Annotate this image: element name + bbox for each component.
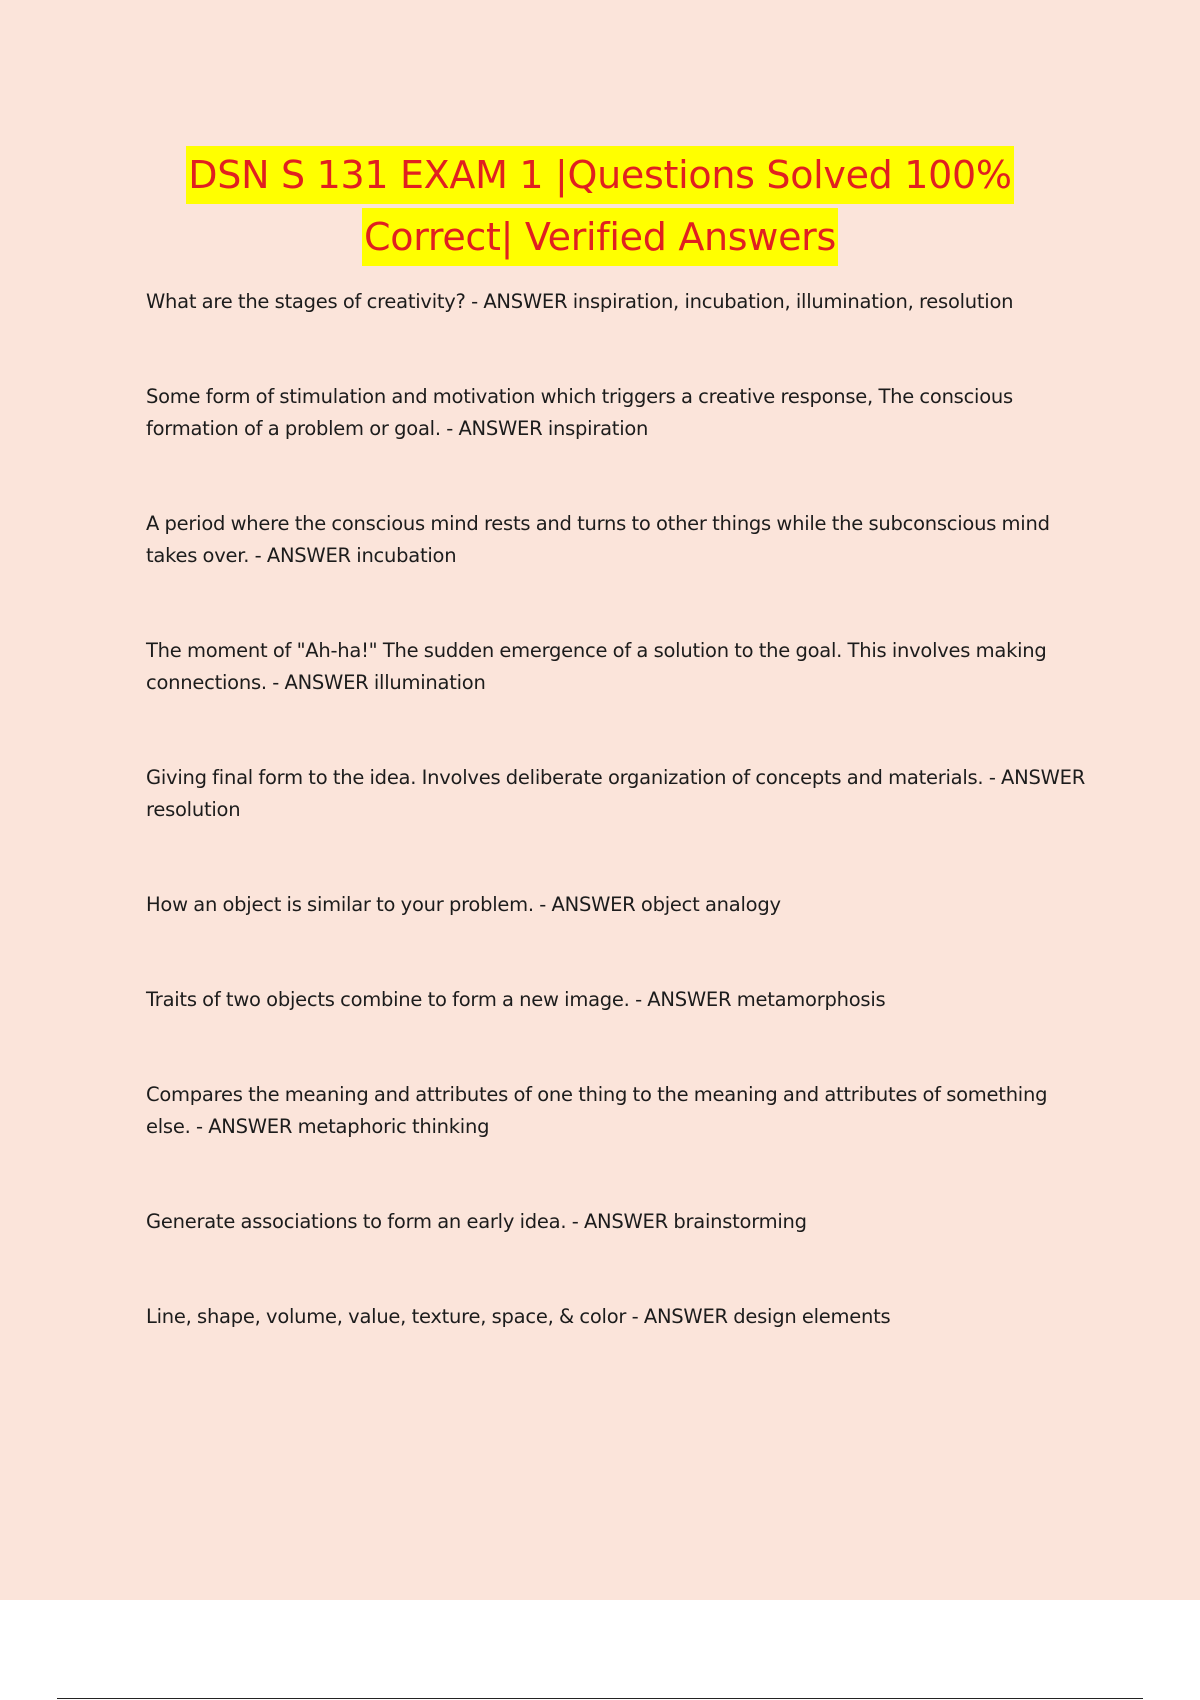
qa-item: The moment of "Ah-ha!" The sudden emergence of a solution to the goal. This involves making connections. - ANSWER illumination bbox=[146, 639, 1047, 694]
qa-item: What are the stages of creativity? - ANSWER inspiration, incubation, illumination, resolution bbox=[146, 290, 1014, 313]
qa-item: Giving final form to the idea. Involves deliberate organization of concepts and materials. - ANSWER resolution bbox=[146, 766, 1086, 821]
qa-list bbox=[146, 286, 1086, 1396]
qa-item: Line, shape, volume, value, texture, space, & color - ANSWER design elements bbox=[146, 1305, 891, 1328]
footer-divider bbox=[57, 1698, 1143, 1699]
qa-item: Traits of two objects combine to form a new image. - ANSWER metamorphosis bbox=[146, 988, 886, 1011]
qa-item: How an object is similar to your problem. - ANSWER object analogy bbox=[146, 893, 781, 916]
qa-item: Generate associations to form an early idea. - ANSWER brainstorming bbox=[146, 1210, 807, 1233]
qa-item: A period where the conscious mind rests and turns to other things while the subconscious mind takes over. - ANSWER incubation bbox=[146, 512, 1050, 567]
qa-item: Compares the meaning and attributes of one thing to the meaning and attributes of something else. - ANSWER metaphoric thinking bbox=[146, 1083, 1048, 1138]
qa-item: Some form of stimulation and motivation which triggers a creative response, The conscious formation of a problem or goal. - ANSWER inspiration bbox=[146, 385, 1013, 440]
title-line-1: DSN S 131 EXAM 1 |Questions Solved 100% bbox=[186, 146, 1013, 204]
title-line-2: Correct| Verified Answers bbox=[362, 208, 838, 266]
document-title bbox=[0, 146, 1200, 266]
